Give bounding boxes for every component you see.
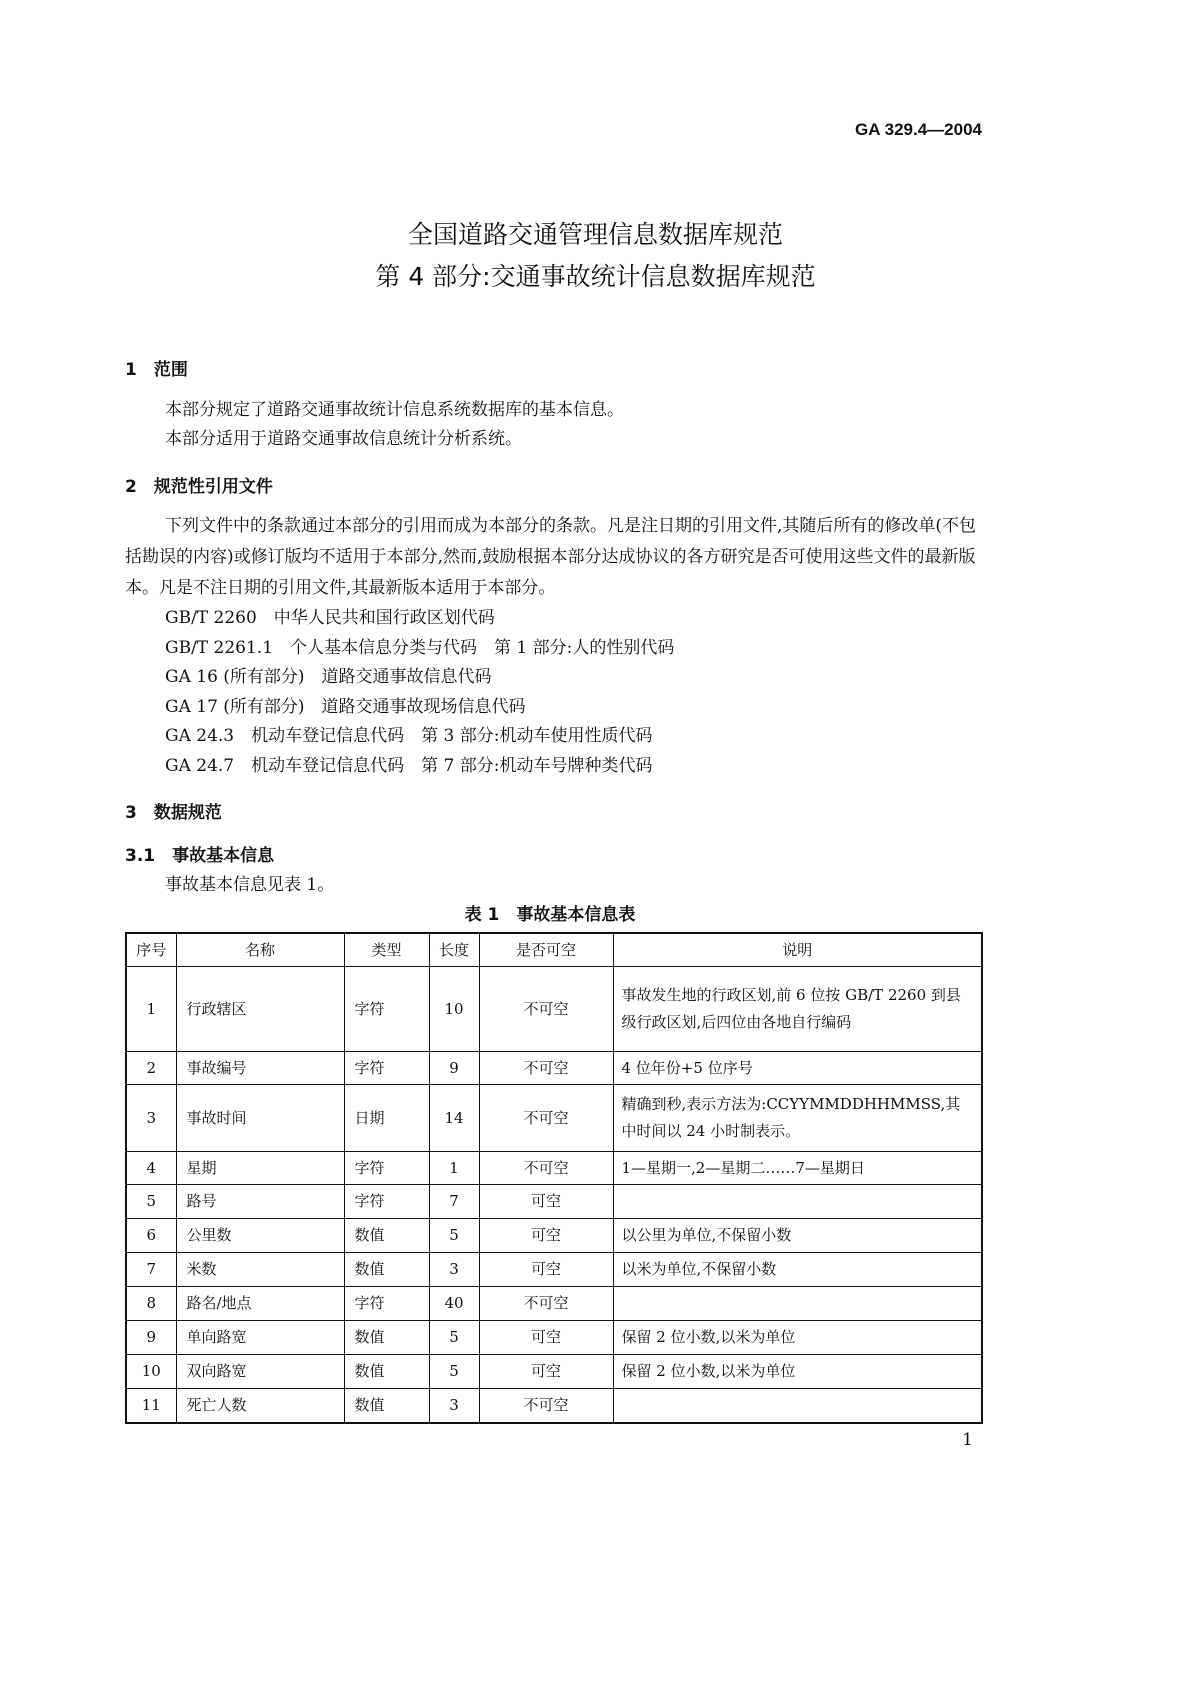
header-cell: 是否可空: [479, 933, 613, 967]
table-row: [126, 1152, 982, 1185]
header-cell: 名称: [176, 933, 344, 967]
type-cell: 字符: [344, 1152, 429, 1185]
table-row: [126, 1389, 982, 1423]
section-heading: 3.1 事故基本信息: [125, 846, 275, 866]
length-cell: 14: [429, 1085, 479, 1152]
seq-cell: 3: [126, 1085, 176, 1152]
description-cell: 以米为单位,不保留小数: [613, 1253, 982, 1287]
nullable-cell: 不可空: [479, 967, 613, 1052]
name-cell: 双向路宽: [176, 1355, 344, 1389]
reference-item: GA 17 (所有部分) 道路交通事故现场信息代码: [165, 697, 526, 717]
section-heading: 3 数据规范: [125, 803, 222, 823]
seq-cell: 7: [126, 1253, 176, 1287]
type-cell: 数值: [344, 1321, 429, 1355]
seq-cell: 8: [126, 1287, 176, 1321]
description-cell: [613, 1389, 982, 1423]
reference-item: GA 24.7 机动车登记信息代码 第 7 部分:机动车号牌种类代码: [165, 756, 653, 776]
length-cell: 5: [429, 1219, 479, 1253]
table-row: [126, 1085, 982, 1152]
paragraph: 本部分规定了道路交通事故统计信息系统数据库的基本信息。: [165, 400, 624, 420]
length-cell: 5: [429, 1321, 479, 1355]
description-cell: 4 位年份+5 位序号: [613, 1052, 982, 1085]
table-row: [126, 1052, 982, 1085]
seq-cell: 5: [126, 1185, 176, 1219]
seq-cell: 2: [126, 1052, 176, 1085]
name-cell: 星期: [176, 1152, 344, 1185]
type-cell: 日期: [344, 1085, 429, 1152]
header-cell: 类型: [344, 933, 429, 967]
accident-info-table: [125, 932, 983, 1424]
table-row: [126, 1219, 982, 1253]
table-row: [126, 1321, 982, 1355]
reference-item: GA 24.3 机动车登记信息代码 第 3 部分:机动车使用性质代码: [165, 726, 653, 746]
description-cell: 事故发生地的行政区划,前 6 位按 GB/T 2260 到县级行政区划,后四位由各地自行编码: [613, 967, 982, 1052]
description-cell: 保留 2 位小数,以米为单位: [613, 1321, 982, 1355]
length-cell: 5: [429, 1355, 479, 1389]
nullable-cell: 可空: [479, 1253, 613, 1287]
table-row: [126, 1355, 982, 1389]
paragraph: 本部分适用于道路交通事故信息统计分析系统。: [165, 429, 522, 449]
seq-cell: 9: [126, 1321, 176, 1355]
description-cell: [613, 1185, 982, 1219]
name-cell: 事故编号: [176, 1052, 344, 1085]
header-cell: 序号: [126, 933, 176, 967]
seq-cell: 10: [126, 1355, 176, 1389]
table-row: [126, 1185, 982, 1219]
name-cell: 路号: [176, 1185, 344, 1219]
nullable-cell: 可空: [479, 1219, 613, 1253]
nullable-cell: 不可空: [479, 1052, 613, 1085]
type-cell: 数值: [344, 1253, 429, 1287]
nullable-cell: 可空: [479, 1355, 613, 1389]
seq-cell: 1: [126, 967, 176, 1052]
type-cell: 数值: [344, 1219, 429, 1253]
header-cell: 说明: [613, 933, 982, 967]
page-number: 1: [962, 1430, 973, 1450]
nullable-cell: 不可空: [479, 1085, 613, 1152]
name-cell: 米数: [176, 1253, 344, 1287]
table-caption: 表 1 事故基本信息表: [464, 905, 636, 925]
length-cell: 9: [429, 1052, 479, 1085]
nullable-cell: 不可空: [479, 1389, 613, 1423]
description-cell: [613, 1287, 982, 1321]
length-cell: 7: [429, 1185, 479, 1219]
name-cell: 单向路宽: [176, 1321, 344, 1355]
length-cell: 10: [429, 967, 479, 1052]
type-cell: 数值: [344, 1389, 429, 1423]
description-cell: 保留 2 位小数,以米为单位: [613, 1355, 982, 1389]
type-cell: 数值: [344, 1355, 429, 1389]
type-cell: 字符: [344, 1185, 429, 1219]
nullable-cell: 不可空: [479, 1152, 613, 1185]
nullable-cell: 可空: [479, 1321, 613, 1355]
title-line-2: 第 4 部分:交通事故统计信息数据库规范: [375, 262, 816, 291]
table-header-row: [126, 933, 982, 967]
table-row: [126, 1253, 982, 1287]
document-number: GA 329.4—2004: [855, 120, 982, 139]
section-heading: 1 范围: [125, 360, 188, 380]
name-cell: 事故时间: [176, 1085, 344, 1152]
description-cell: 1—星期一,2—星期二……7—星期日: [613, 1152, 982, 1185]
paragraph: 下列文件中的条款通过本部分的引用而成为本部分的条款。凡是注日期的引用文件,其随后所有的修改单(不包括勘误的内容)或修订版均不适用于本部分,然而,鼓励根据本部分达成协议的各方研究是否可使用这些文件的最新版本。凡是不注日期的引用文件,其最新版本适用于本部分。: [125, 516, 977, 598]
length-cell: 1: [429, 1152, 479, 1185]
title-line-1: 全国道路交通管理信息数据库规范: [407, 220, 783, 249]
length-cell: 3: [429, 1389, 479, 1423]
description-cell: 以公里为单位,不保留小数: [613, 1219, 982, 1253]
nullable-cell: 不可空: [479, 1287, 613, 1321]
table-row: [126, 1287, 982, 1321]
nullable-cell: 可空: [479, 1185, 613, 1219]
paragraph: 事故基本信息见表 1。: [165, 875, 335, 895]
name-cell: 路名/地点: [176, 1287, 344, 1321]
reference-item: GB/T 2260 中华人民共和国行政区划代码: [165, 608, 495, 628]
reference-item: GB/T 2261.1 个人基本信息分类与代码 第 1 部分:人的性别代码: [165, 638, 675, 658]
name-cell: 公里数: [176, 1219, 344, 1253]
name-cell: 死亡人数: [176, 1389, 344, 1423]
length-cell: 40: [429, 1287, 479, 1321]
length-cell: 3: [429, 1253, 479, 1287]
name-cell: 行政辖区: [176, 967, 344, 1052]
header-cell: 长度: [429, 933, 479, 967]
type-cell: 字符: [344, 967, 429, 1052]
seq-cell: 4: [126, 1152, 176, 1185]
table-row: [126, 967, 982, 1052]
type-cell: 字符: [344, 1287, 429, 1321]
reference-item: GA 16 (所有部分) 道路交通事故信息代码: [165, 667, 492, 687]
type-cell: 字符: [344, 1052, 429, 1085]
seq-cell: 6: [126, 1219, 176, 1253]
section-heading: 2 规范性引用文件: [125, 477, 273, 497]
description-cell: 精确到秒,表示方法为:CCYYMMDDHHMMSS,其中时间以 24 小时制表示。: [613, 1085, 982, 1152]
seq-cell: 11: [126, 1389, 176, 1423]
